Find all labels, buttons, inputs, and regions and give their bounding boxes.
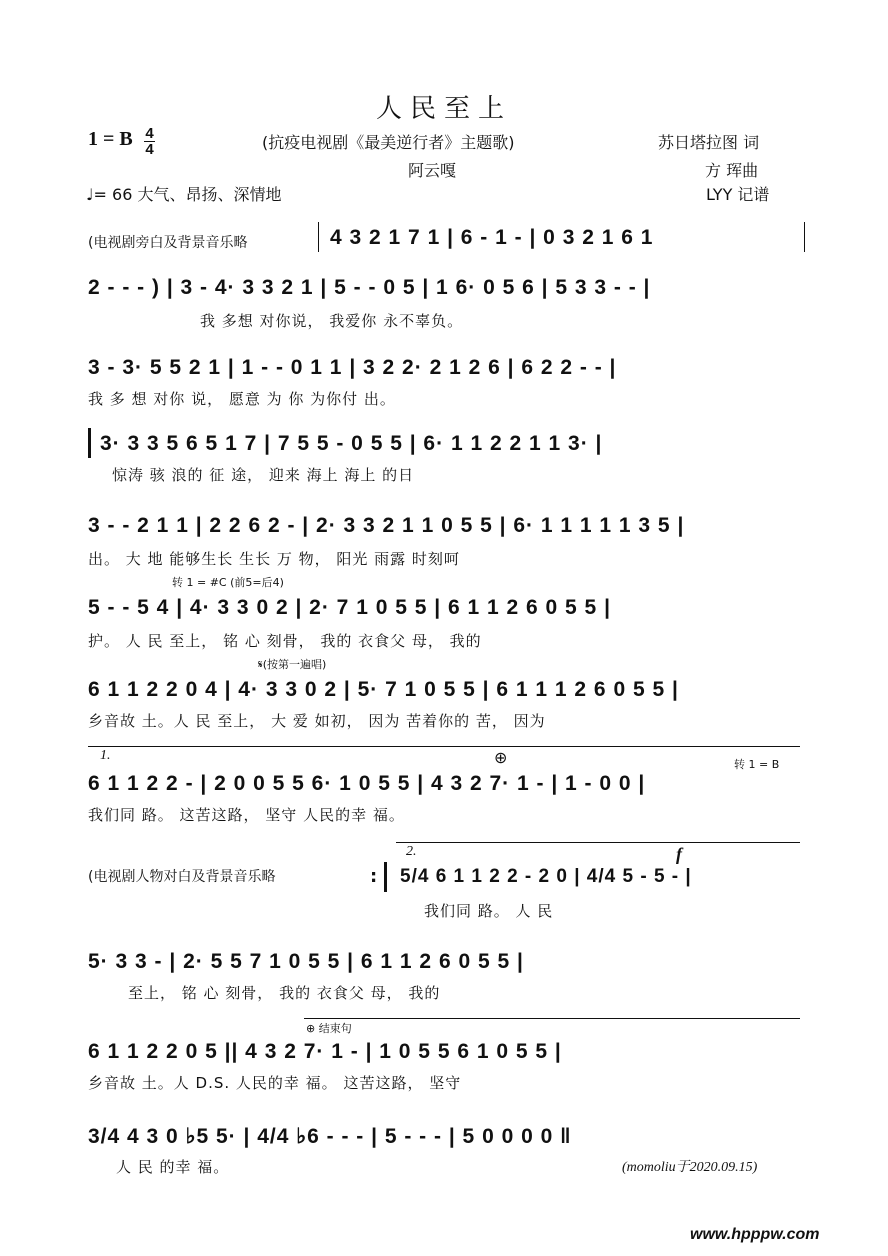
- music-row-12: 3/4 4 3 0 ♭5 5· | 4/4 ♭6 - - - | 5 - - - | 5 0 0 0 0 ‖: [88, 1125, 572, 1148]
- song-title: 人民至上: [375, 94, 512, 124]
- ending-bracket: [304, 1018, 800, 1019]
- lyrics-row-9: 我们同 路。 人 民: [424, 902, 554, 920]
- lyrics-row-11: 乡音故 土。人 D.S. 人民的幸 福。 这苦这路， 坚守: [88, 1074, 462, 1092]
- music-row-9: 5/4 6 1 1 2 2 - 2 0 | 4/4 5 - 5 - |: [400, 866, 692, 887]
- music-row-4: 3· 3 3 5 6 5 1 7 | 7 5 5 - 0 5 5 | 6· 1 1 2 2 1 1 3· |: [100, 432, 603, 455]
- repeat-end: :: [370, 866, 378, 887]
- time-top: 4: [145, 125, 154, 142]
- coda-icon: ⊕: [494, 748, 508, 767]
- intro-note: (电视剧旁白及背景音乐略: [88, 235, 248, 251]
- lyrics-row-10: 至上， 铭 心 刻骨， 我的 衣食父 母， 我的: [128, 984, 441, 1002]
- subtitle: (抗疫电视剧《最美逆行者》主题歌): [262, 133, 515, 152]
- modulation-1: 转 1 = #C (前5=后4): [172, 576, 284, 589]
- quarter-note-icon: ♩: [86, 185, 94, 204]
- lyrics-row-3: 我 多 想 对你 说， 愿意 为 你 为你付 出。: [88, 390, 396, 408]
- key-signature: 1 = B: [88, 128, 133, 150]
- segno-text: (按第一遍唱): [262, 658, 327, 671]
- repeat-start: [88, 428, 91, 458]
- lyrics-row-12: 人 民 的幸 福。: [116, 1158, 230, 1176]
- tempo-text: = 66 大气、昂扬、深情地: [93, 185, 282, 204]
- ending-label: 结束句: [318, 1022, 352, 1035]
- music-row-10: 5· 3 3 - | 2· 5 5 7 1 0 5 5 | 6 1 1 2 6 0 5 5 |: [88, 950, 524, 973]
- website-watermark: www.hpppw.com: [690, 1226, 820, 1243]
- composer: 方 珲曲: [705, 161, 759, 180]
- music-row-6: 5 - - 5 4 | 4· 3 3 0 2 | 2· 7 1 0 5 5 | 6 1 1 2 6 0 5 5 |: [88, 596, 611, 619]
- volta-bracket-1: [88, 746, 800, 747]
- lyrics-row-5: 出。 大 地 能够生长 生长 万 物， 阳光 雨露 时刻呵: [88, 550, 460, 568]
- segno-icon: 𝄋: [258, 658, 263, 671]
- music-row-7: 6 1 1 2 2 0 4 | 4· 3 3 0 2 | 5· 7 1 0 5 5 | 6 1 1 1 2 6 0 5 5 |: [88, 678, 679, 701]
- barline: [318, 222, 319, 252]
- time-bottom: 4: [145, 141, 154, 158]
- lyrics-row-2: 我 多想 对你说， 我爱你 永不辜负。: [200, 312, 464, 330]
- lyrics-row-6: 护。 人 民 至上， 铭 心 刻骨， 我的 衣食父 母， 我的: [88, 632, 482, 650]
- repeat-end-bar: [384, 862, 387, 892]
- lyrics-row-4: 惊涛 骇 浪的 征 途， 迎来 海上 海上 的日: [112, 466, 415, 484]
- music-row-11: 6 1 1 2 2 0 5 || 4 3 2 7· 1 - | 1 0 5 5 6 1 0 5 5 |: [88, 1040, 562, 1063]
- interlude-note: (电视剧人物对白及背景音乐略: [88, 869, 276, 885]
- dynamic-mark: f: [676, 844, 682, 864]
- signature: (momoliu于2020.09.15): [622, 1160, 758, 1175]
- music-row-2: 2 - - - ) | 3 - 4· 3 3 2 1 | 5 - - 0 5 | 1 6· 0 5 6 | 5 3 3 - - |: [88, 276, 651, 299]
- lyrics-row-7: 乡音故 土。人 民 至上， 大 爱 如初， 因为 苦着你的 苦， 因为: [88, 712, 546, 730]
- singer: 阿云嘎: [408, 161, 457, 180]
- segno-note: [258, 656, 326, 672]
- volta-2-label: 2.: [406, 844, 417, 859]
- lyricist: 苏日塔拉图 词: [658, 133, 760, 152]
- barline: [804, 222, 805, 252]
- tempo: [86, 182, 282, 205]
- music-row-5: 3 - - 2 1 1 | 2 2 6 2 - | 2· 3 3 2 1 1 0 5 5 | 6· 1 1 1 1 1 3 5 |: [88, 514, 685, 537]
- ending-mark: [306, 1020, 352, 1036]
- time-signature: [144, 126, 155, 157]
- music-row-3: 3 - 3· 5 5 2 1 | 1 - - 0 1 1 | 3 2 2· 2 1 2 6 | 6 2 2 - - |: [88, 356, 617, 379]
- transcriber: LYY 记谱: [706, 185, 770, 204]
- music-row-8: 6 1 1 2 2 - | 2 0 0 5 5 6· 1 0 5 5 | 4 3 2 7· 1 - | 1 - 0 0 |: [88, 772, 646, 795]
- coda-icon: ⊕: [306, 1022, 316, 1035]
- volta-bracket-2: [396, 842, 800, 843]
- music-row-1: 4 3 2 1 7 1 | 6 - 1 - | 0 3 2 1 6 1: [330, 226, 654, 249]
- volta-1-label: 1.: [100, 748, 111, 763]
- lyrics-row-8: 我们同 路。 这苦这路， 坚守 人民的幸 福。: [88, 806, 405, 824]
- modulation-2: 转 1 = B: [734, 758, 780, 771]
